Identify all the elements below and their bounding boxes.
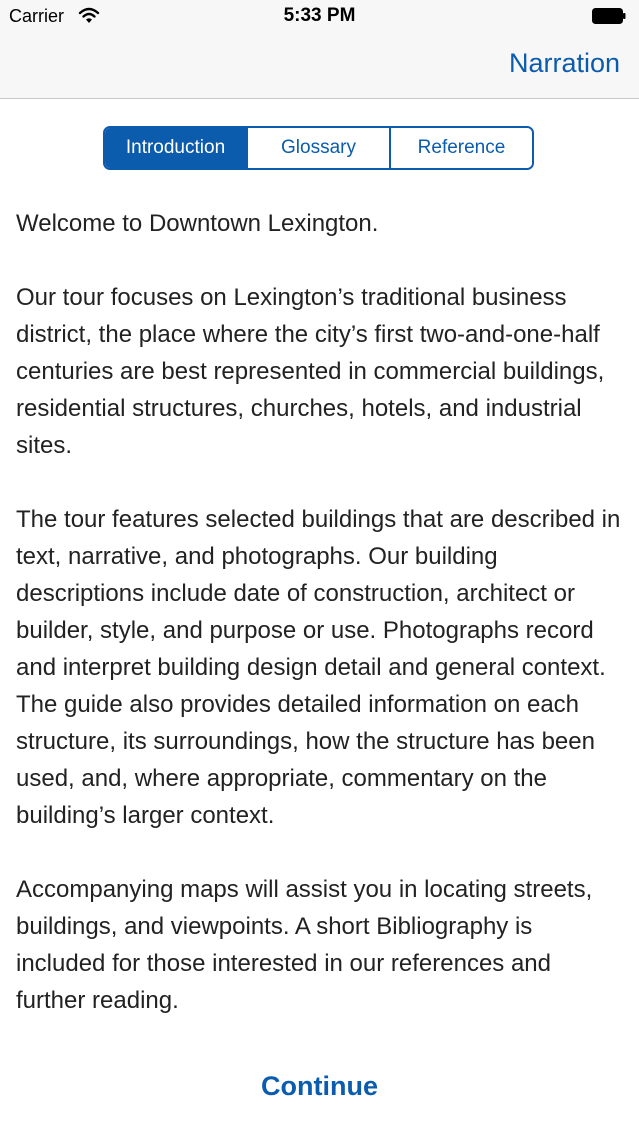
paragraph-tour-focus: Our tour focuses on Lexington’s traditional business district, the place where the city’s first two-and-one-half centuries are best represented in commercial buildings, residential structures, churches, hotels, and industrial sites.: [16, 284, 605, 459]
navigation-bar: [0, 34, 639, 99]
paragraph-welcome: Welcome to Downtown Lexington.: [16, 210, 379, 237]
narration-button[interactable]: Narration: [508, 48, 620, 78]
segment-glossary[interactable]: Glossary: [246, 128, 389, 168]
carrier-label: Carrier: [9, 6, 65, 26]
segmented-control: [103, 126, 534, 170]
status-bar: [0, 0, 639, 34]
content-scroll-area[interactable]: [16, 205, 626, 1042]
segment-reference[interactable]: Reference: [389, 128, 532, 168]
continue-button[interactable]: Continue: [261, 1071, 378, 1101]
segment-introduction[interactable]: Introduction: [105, 128, 246, 168]
battery-icon: [592, 8, 626, 24]
paragraph-maps: Accompanying maps will assist you in locating streets, buildings, and viewpoints. A short Bibliography is included for those interested in our references and further reading.: [16, 876, 593, 1014]
paragraph-tour-features: The tour features selected buildings that are described in text, narrative, and photographs. Our building descriptions include date of construction, architect or builder, style, and purpose or use. Photographs record and interpret building design detail and general context. The guide also provides detailed information on each structure, its surroundings, how the structure has been used, and, where appropriate, commentary on the building’s larger context.: [16, 506, 621, 829]
clock: 5:33 PM: [283, 5, 356, 26]
